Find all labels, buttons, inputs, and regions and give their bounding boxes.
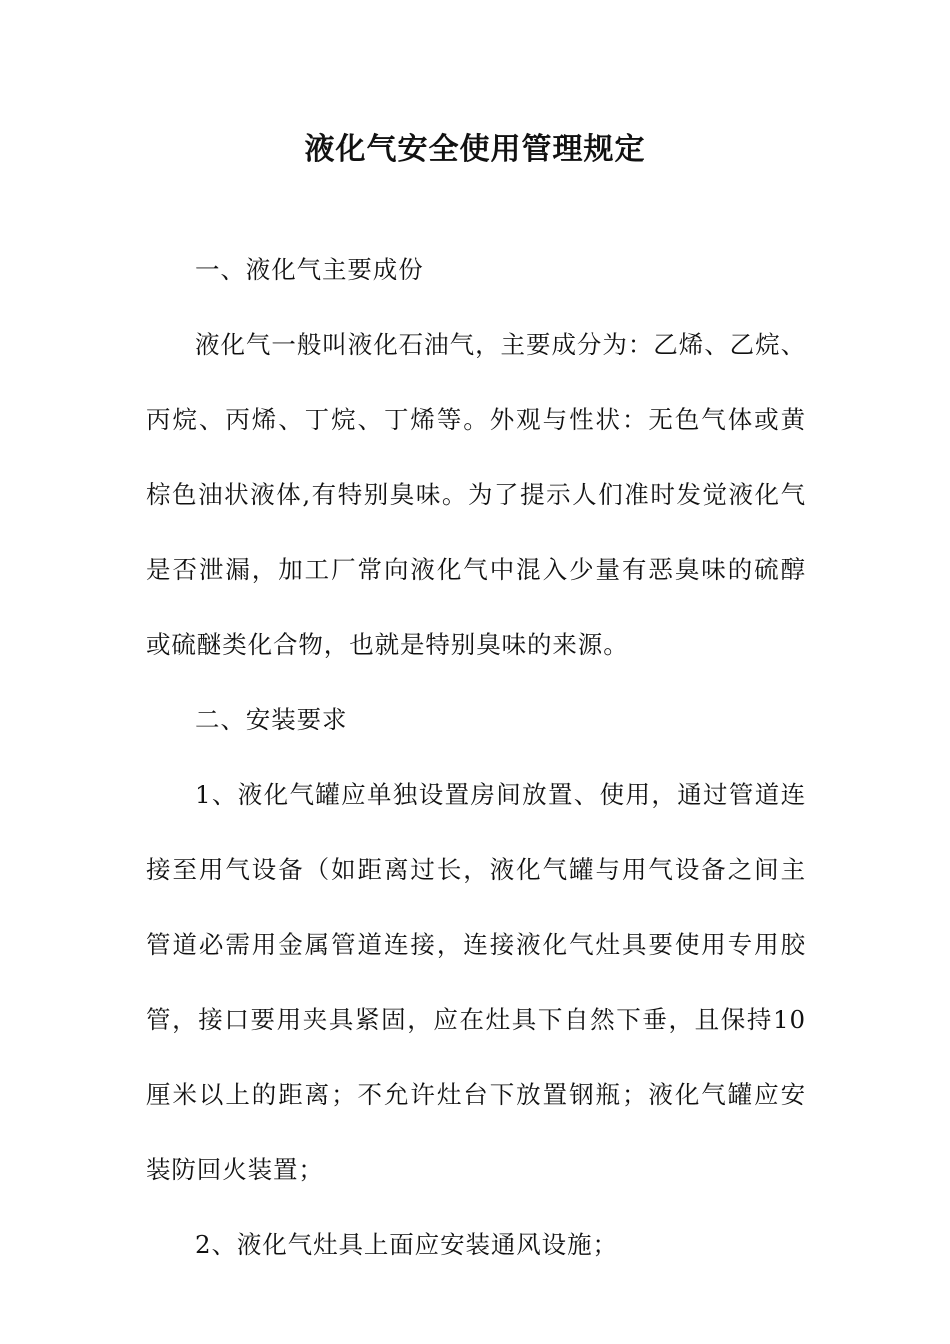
section-heading-installation: 二、安装要求	[195, 705, 348, 734]
section-heading-composition: 一、液化气主要成份	[195, 255, 424, 284]
paragraph-composition: 液化气一般叫液化石油气，主要成分为：乙烯、乙烷、丙烷、丙烯、丁烷、丁烯等。外观与性状：无色气体或黄棕色油状液体,有特别臭味。为了提示人们准时发觉液化气是否泄漏，加工厂常向液化气中混入少量有恶臭味的硫醇或硫醚类化合物，也就是特别臭味的来源。	[146, 330, 806, 659]
paragraph-installation-item-2: 2、液化气灶具上面应安装通风设施；	[195, 1230, 618, 1259]
paragraph-installation-item-1: 1、液化气罐应单独设置房间放置、使用，通过管道连接至用气设备（如距离过长，液化气罐与用气设备之间主管道必需用金属管道连接，连接液化气灶具要使用专用胶管，接口要用夹具紧固，应在灶具下自然下垂，且保持10厘米以上的距离；不允许灶台下放置钢瓶；液化气罐应安装防回火装置；	[146, 780, 806, 1184]
document-body	[146, 232, 806, 1282]
document-title: 液化气安全使用管理规定	[304, 132, 646, 167]
